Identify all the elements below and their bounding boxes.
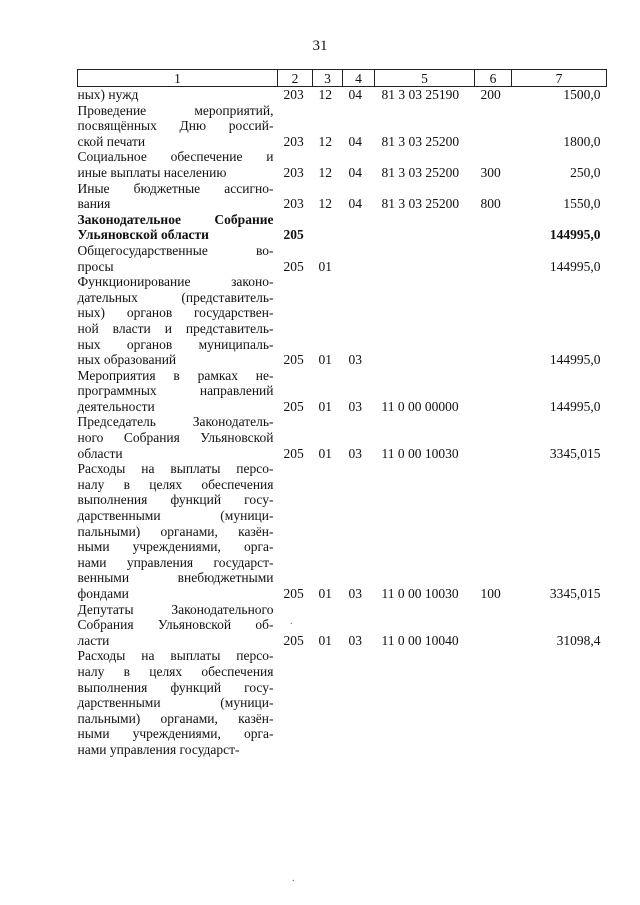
table-row <box>78 103 607 150</box>
column-header: 4 <box>343 70 375 87</box>
table-row <box>78 212 607 243</box>
cell-c5 <box>375 648 475 757</box>
page-number: 31 <box>312 38 328 54</box>
cell-c3: 01 <box>318 398 332 414</box>
cell-c5: 11 0 00 10030 <box>381 586 459 601</box>
row-description <box>78 414 278 461</box>
description-line: ных) нужд <box>77 87 139 102</box>
cell-c7: 144995,0 <box>549 227 601 243</box>
cell-c7: 3345,015 <box>549 586 601 601</box>
description-line: ными учреждениями, орга- <box>77 539 274 555</box>
description-line: Социальное обеспечение и <box>77 149 274 165</box>
table-row <box>78 274 607 368</box>
cell-c6: 300 <box>480 164 501 180</box>
row-description <box>78 212 278 243</box>
cell-c3: 01 <box>318 586 332 601</box>
column-header: 2 <box>278 70 313 87</box>
cell-c4 <box>343 648 375 757</box>
cell-c7: 1500,0 <box>563 87 601 102</box>
cell-c6: 100 <box>480 586 501 601</box>
cell-c3: 12 <box>318 87 332 102</box>
row-description <box>78 87 278 103</box>
description-line: нами управления государст- <box>77 741 240 757</box>
column-header: 6 <box>475 70 512 87</box>
cell-c4: 03 <box>348 398 362 414</box>
cell-c3: 01 <box>318 352 332 368</box>
table-body <box>78 87 607 758</box>
description-line: Законодательное Собрание <box>77 211 274 227</box>
description-line: налу в целях обеспечения <box>77 476 274 492</box>
cell-c3 <box>313 212 343 243</box>
description-line: Собрания Ульяновской об- <box>77 617 274 633</box>
description-line: дательных (представитель- <box>77 289 274 305</box>
description-line: ного Собрания Ульяновской <box>77 430 274 446</box>
description-line: дарственными (муници- <box>77 695 274 711</box>
cell-c7: 1550,0 <box>563 196 601 212</box>
cell-c5: 11 0 00 10030 <box>381 445 459 461</box>
description-line: ных образований <box>77 352 177 368</box>
table-row <box>78 87 607 103</box>
cell-c2: 203 <box>283 196 304 212</box>
description-line: посвящённых Дню россий- <box>77 118 274 134</box>
description-line: Мероприятия в рамках не- <box>77 367 274 383</box>
description-line: области <box>77 445 123 461</box>
description-line: Ульяновской области <box>77 227 209 243</box>
cell-c2: 205 <box>283 398 304 414</box>
scan-speck: . <box>290 616 293 627</box>
table-row <box>78 181 607 212</box>
row-description <box>78 181 278 212</box>
description-line: ской печати <box>77 133 146 149</box>
cell-c2: 205 <box>283 445 304 461</box>
cell-c5 <box>375 212 475 243</box>
row-description <box>78 274 278 368</box>
cell-c5 <box>375 243 475 274</box>
cell-c6 <box>475 274 512 368</box>
cell-c4: 03 <box>348 632 362 648</box>
cell-c4: 03 <box>348 586 362 601</box>
column-header: 5 <box>375 70 475 87</box>
table-row <box>78 414 607 461</box>
row-description <box>78 149 278 180</box>
description-line: ной власти и представитель- <box>77 320 274 336</box>
table-row <box>78 368 607 415</box>
description-line: Проведение мероприятий, <box>77 102 274 118</box>
cell-c4 <box>343 212 375 243</box>
cell-c4: 03 <box>348 445 362 461</box>
cell-c3: 12 <box>318 196 332 212</box>
cell-c7: 3345,015 <box>549 445 601 461</box>
cell-c2 <box>278 648 313 757</box>
cell-c7: 144995,0 <box>549 398 601 414</box>
cell-c2: 203 <box>283 87 304 102</box>
row-description <box>78 602 278 649</box>
cell-c6 <box>475 243 512 274</box>
cell-c6 <box>475 648 512 757</box>
cell-c5: 81 3 03 25190 <box>381 87 460 102</box>
description-line: ных органов муниципаль- <box>77 336 274 352</box>
table-row <box>78 648 607 757</box>
description-line: Расходы на выплаты персо- <box>77 461 274 477</box>
description-line: Депутаты Законодательного <box>77 601 274 617</box>
cell-c3: 01 <box>318 632 332 648</box>
description-line: программных направлений <box>77 383 274 399</box>
cell-c4: 04 <box>348 164 362 180</box>
row-description <box>78 368 278 415</box>
description-line: пальными) органами, казён- <box>77 523 274 539</box>
description-line: пальными) органами, казён- <box>77 710 274 726</box>
cell-c3: 12 <box>318 164 332 180</box>
cell-c7: 250,0 <box>570 164 601 180</box>
description-line: Функционирование законо- <box>77 274 274 290</box>
column-header: 7 <box>512 70 607 87</box>
cell-c2: 203 <box>283 133 304 149</box>
description-line: деятельности <box>77 398 155 414</box>
description-line: выполнения функций госу- <box>77 492 274 508</box>
cell-c4 <box>343 243 375 274</box>
cell-c6 <box>475 103 512 150</box>
cell-c2: 205 <box>283 632 304 648</box>
cell-c6: 200 <box>480 87 501 102</box>
description-line: дарственными (муници- <box>77 508 274 524</box>
cell-c7 <box>512 648 607 757</box>
cell-c3: 01 <box>318 445 332 461</box>
description-line: нами управления государст- <box>77 554 274 570</box>
column-header: 1 <box>78 70 278 87</box>
description-line: Расходы на выплаты персо- <box>77 648 274 664</box>
cell-c4: 04 <box>348 87 362 102</box>
cell-c4: 04 <box>348 196 362 212</box>
description-line: иные выплаты населению <box>77 164 227 180</box>
table-row <box>78 461 607 601</box>
cell-c2: 205 <box>283 586 304 601</box>
table-row <box>78 243 607 274</box>
column-header: 3 <box>313 70 343 87</box>
budget-table <box>77 69 607 758</box>
cell-c2: 205 <box>283 258 304 274</box>
description-line: вания <box>77 196 111 212</box>
row-description <box>78 461 278 601</box>
cell-c6 <box>475 414 512 461</box>
description-line: Общегосударственные во- <box>77 242 274 258</box>
scan-speck: . <box>292 873 295 884</box>
cell-c5: 11 0 00 00000 <box>381 398 459 414</box>
table-header-row <box>78 70 607 87</box>
table-row <box>78 149 607 180</box>
table-row <box>78 602 607 649</box>
description-line: выполнения функций госу- <box>77 679 274 695</box>
row-description <box>78 103 278 150</box>
description-line: ных) органов государствен- <box>77 305 274 321</box>
description-line: ласти <box>77 632 110 648</box>
cell-c6 <box>475 368 512 415</box>
cell-c3 <box>313 648 343 757</box>
cell-c6 <box>475 602 512 649</box>
description-line: просы <box>77 258 114 274</box>
cell-c6 <box>475 212 512 243</box>
cell-c7: 144995,0 <box>549 258 601 274</box>
description-line: налу в целях обеспечения <box>77 663 274 679</box>
description-line: Иные бюджетные ассигно- <box>77 180 274 196</box>
cell-c5: 11 0 00 10040 <box>381 632 459 648</box>
description-line: венными внебюджетными <box>77 570 274 586</box>
cell-c7: 1800,0 <box>563 133 601 149</box>
cell-c2: 205 <box>283 227 304 243</box>
row-description <box>78 648 278 757</box>
cell-c5: 81 3 03 25200 <box>381 164 460 180</box>
cell-c2: 203 <box>283 164 304 180</box>
cell-c4: 04 <box>348 133 362 149</box>
cell-c5: 81 3 03 25200 <box>381 196 460 212</box>
description-line: фондами <box>77 586 129 601</box>
cell-c3: 01 <box>318 258 332 274</box>
cell-c5 <box>375 274 475 368</box>
cell-c4: 03 <box>348 352 362 368</box>
cell-c6: 800 <box>480 196 501 212</box>
row-description <box>78 243 278 274</box>
description-line: Председатель Законодатель- <box>77 414 274 430</box>
cell-c3: 12 <box>318 133 332 149</box>
description-line: ными учреждениями, орга- <box>77 726 274 742</box>
cell-c5: 81 3 03 25200 <box>381 133 460 149</box>
cell-c7: 144995,0 <box>549 352 601 368</box>
cell-c2: 205 <box>283 352 304 368</box>
cell-c7: 31098,4 <box>556 632 601 648</box>
